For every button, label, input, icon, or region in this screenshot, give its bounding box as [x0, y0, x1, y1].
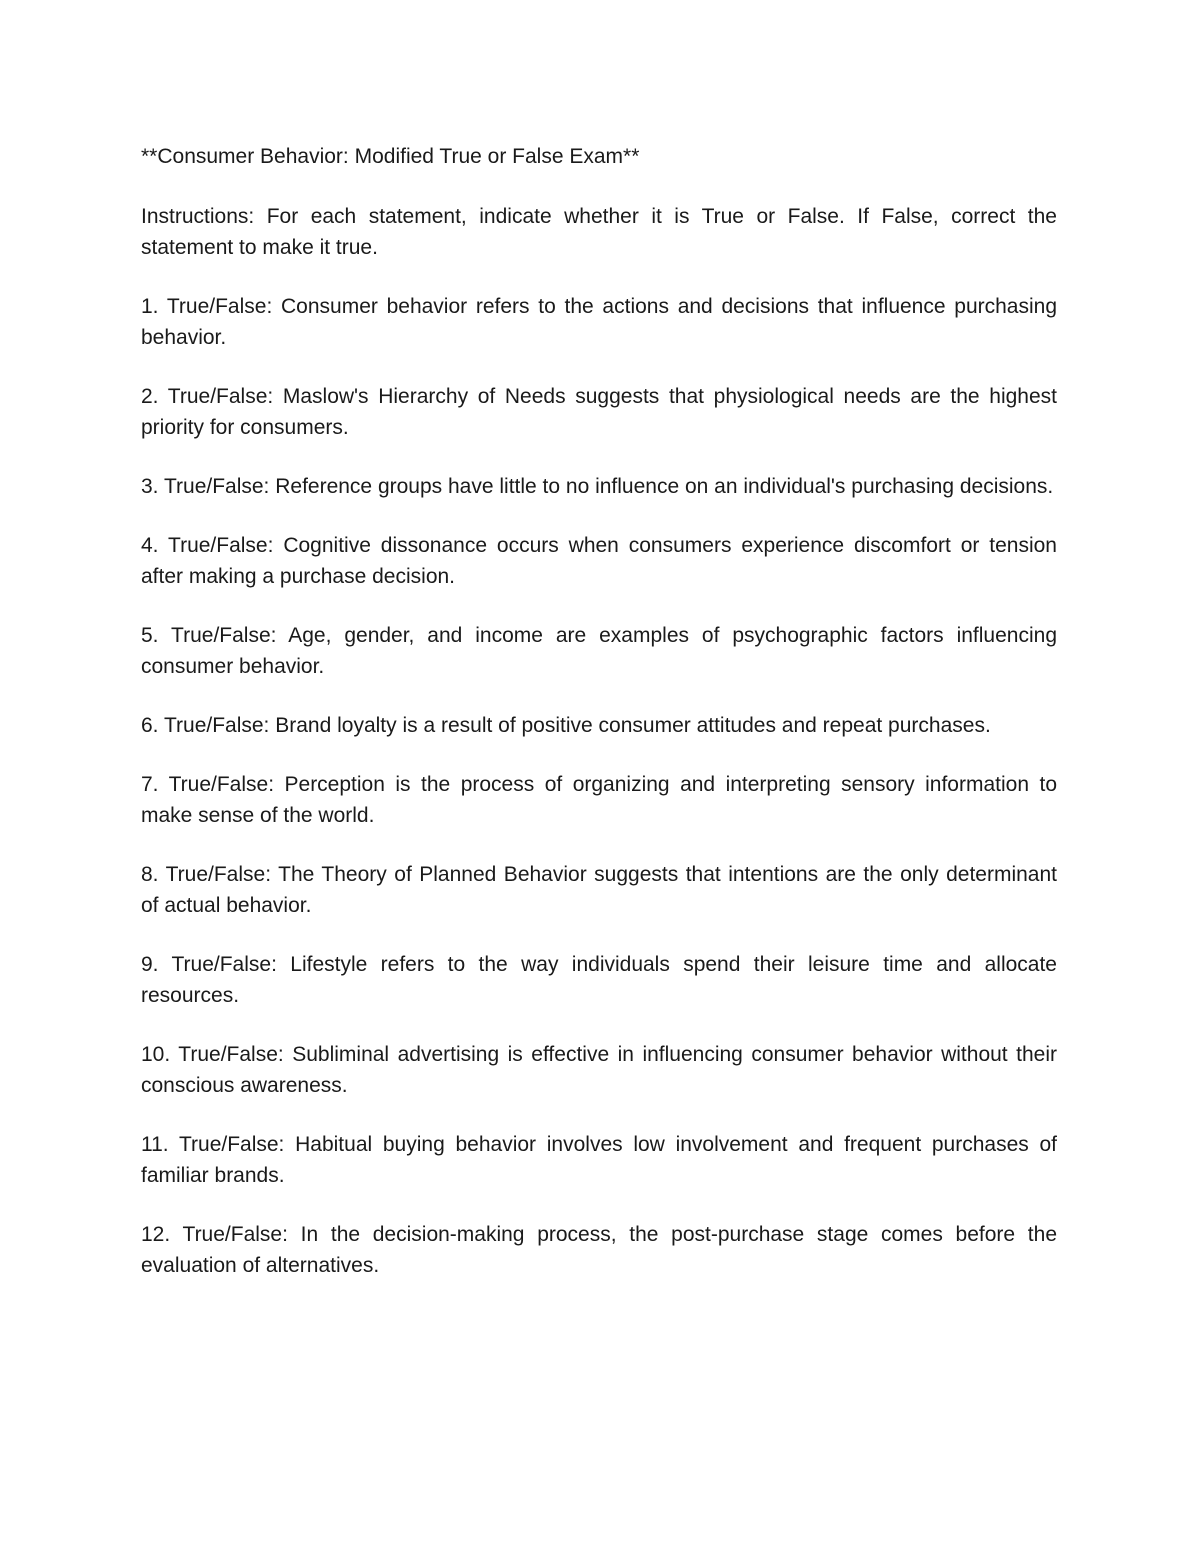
question-item-12: 12. True/False: In the decision-making process, the post-purchase stage comes before the evaluation of alternatives.	[141, 1223, 1057, 1277]
question-item-4: 4. True/False: Cognitive dissonance occurs when consumers experience discomfort or tension after making a purchase decision.	[141, 534, 1057, 588]
question-item-11: 11. True/False: Habitual buying behavior involves low involvement and frequent purchases of familiar brands.	[141, 1133, 1057, 1187]
question-item-1: 1. True/False: Consumer behavior refers to the actions and decisions that influence purchasing behavior.	[141, 295, 1057, 349]
question-item-2: 2. True/False: Maslow's Hierarchy of Needs suggests that physiological needs are the highest priority for consumers.	[141, 385, 1057, 439]
question-item-7: 7. True/False: Perception is the process of organizing and interpreting sensory information to make sense of the world.	[141, 773, 1057, 827]
document-title: **Consumer Behavior: Modified True or False Exam**	[141, 145, 640, 168]
question-item-8: 8. True/False: The Theory of Planned Behavior suggests that intentions are the only determinant of actual behavior.	[141, 863, 1057, 917]
instructions-paragraph: Instructions: For each statement, indicate whether it is True or False. If False, correct the statement to make it true.	[141, 205, 1057, 259]
question-item-3: 3. True/False: Reference groups have little to no influence on an individual's purchasing decisions.	[141, 475, 1054, 498]
question-item-5: 5. True/False: Age, gender, and income are examples of psychographic factors influencing consumer behavior.	[141, 624, 1057, 678]
question-item-6: 6. True/False: Brand loyalty is a result of positive consumer attitudes and repeat purchases.	[141, 714, 991, 737]
question-item-10: 10. True/False: Subliminal advertising is effective in influencing consumer behavior without their conscious awareness.	[141, 1043, 1057, 1097]
question-item-9: 9. True/False: Lifestyle refers to the way individuals spend their leisure time and allocate resources.	[141, 953, 1057, 1007]
document-body	[141, 141, 1057, 1309]
